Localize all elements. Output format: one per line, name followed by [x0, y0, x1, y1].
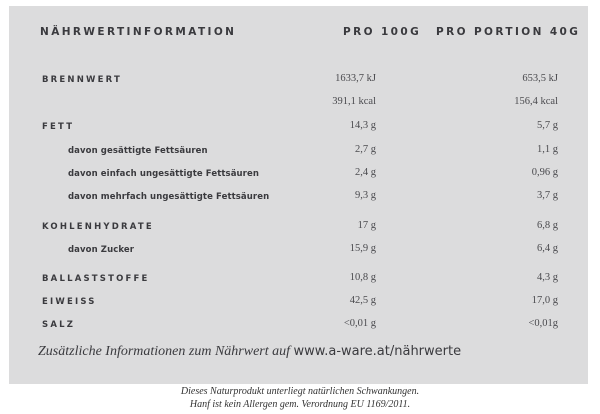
value-per100-kohlenhydrate: 17 g	[357, 220, 376, 231]
row-label-zucker: davon Zucker	[68, 245, 135, 255]
value-per100-brennwert-kj: 1633,7 kJ	[335, 73, 376, 84]
footer-line-2: Hanf ist kein Allergen gem. Verordnung EU 1169/2011.	[189, 399, 411, 410]
row-label-mehrfach-ungesaettigte: davon mehrfach ungesättigte Fettsäuren	[68, 192, 270, 202]
value-per100-eiweiss: 42,5 g	[349, 295, 376, 306]
table-title: NÄHRWERTINFORMATION	[40, 26, 237, 38]
row-label-gesaettigte: davon gesättigte Fettsäuren	[68, 146, 208, 156]
value-per100-ballaststoffe: 10,8 g	[349, 272, 376, 283]
value-per100-gesaettigte: 2,7 g	[355, 144, 376, 155]
value-portion-gesaettigte: 1,1 g	[537, 144, 558, 155]
row-label-eiweiss: EIWEISS	[42, 297, 97, 307]
value-per100-zucker: 15,9 g	[349, 243, 376, 254]
value-portion-fett: 5,7 g	[537, 120, 558, 131]
value-per100-fett: 14,3 g	[349, 120, 376, 131]
value-per100-salz: <0,01 g	[343, 318, 376, 329]
value-portion-zucker: 6,4 g	[537, 243, 558, 254]
row-label-ballaststoffe: BALLASTSTOFFE	[42, 274, 150, 284]
row-label-salz: SALZ	[42, 320, 76, 330]
value-portion-kohlenhydrate: 6,8 g	[537, 220, 558, 231]
column-header-per-100g: PRO 100G	[343, 26, 422, 38]
value-portion-brennwert-kj: 653,5 kJ	[522, 73, 558, 84]
value-portion-mehrfach-ungesaettigte: 3,7 g	[537, 190, 558, 201]
column-header-per-portion: PRO PORTION 40G	[436, 26, 581, 38]
more-info-link[interactable]: www.a-ware.at/nährwerte	[293, 344, 462, 359]
value-per100-brennwert-kcal: 391,1 kcal	[332, 96, 376, 107]
value-portion-salz: <0,01g	[528, 318, 558, 329]
more-info-line	[38, 344, 461, 360]
value-portion-eiweiss: 17,0 g	[531, 295, 558, 306]
value-per100-einfach-ungesaettigte: 2,4 g	[355, 167, 376, 178]
more-info-text: Zusätzliche Informationen zum Nährwert auf	[38, 344, 291, 359]
row-label-fett: FETT	[42, 122, 75, 132]
value-per100-mehrfach-ungesaettigte: 9,3 g	[355, 190, 376, 201]
value-portion-ballaststoffe: 4,3 g	[537, 272, 558, 283]
row-label-brennwert: BRENNWERT	[42, 75, 123, 85]
row-label-einfach-ungesaettigte: davon einfach ungesättigte Fettsäuren	[68, 169, 259, 179]
row-label-kohlenhydrate: KOHLENHYDRATE	[42, 222, 154, 232]
value-portion-brennwert-kcal: 156,4 kcal	[514, 96, 558, 107]
footer-line-1: Dieses Naturprodukt unterliegt natürlichen Schwankungen.	[180, 386, 420, 397]
value-portion-einfach-ungesaettigte: 0,96 g	[531, 167, 558, 178]
